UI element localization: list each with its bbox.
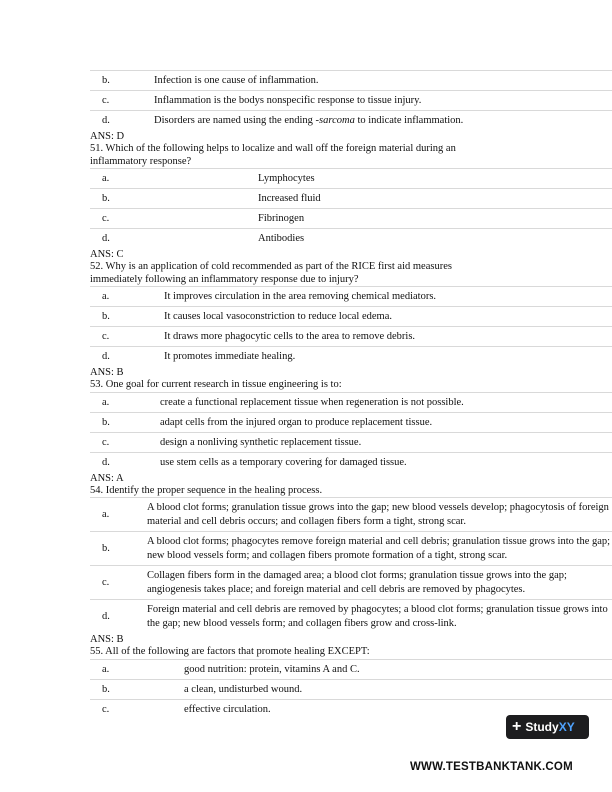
q51-options <box>90 168 612 248</box>
option-a: a. create a functional replacement tissue when regeneration is not possible. <box>90 392 612 412</box>
option-b: b. A blood clot forms; phagocytes remove foreign material and cell debris; granulation tissue grows into the gap; new blood vessels form; and collagen fibers promote formation of a tight, strong scar. <box>90 531 612 565</box>
q53-options <box>90 392 612 472</box>
option-a: a. It improves circulation in the area removing chemical mediators. <box>90 286 612 306</box>
option-d: d. use stem cells as a temporary covering for damaged tissue. <box>90 452 612 472</box>
answer-50: ANS: D <box>90 131 125 142</box>
option-a: a. A blood clot forms; granulation tissue grows into the gap; new blood vessels develop; phagocytosis of foreign material and cell debris occurs; and collagen fibers form a tight, strong scar. <box>90 497 612 531</box>
option-c: c. design a nonliving synthetic replacement tissue. <box>90 432 612 452</box>
question-54: 54. Identify the proper sequence in the healing process. <box>90 484 323 496</box>
question-53: 53. One goal for current research in tissue engineering is to: <box>90 379 342 390</box>
option-text: Disorders are named using the ending -sarcoma to indicate inflammation. <box>154 115 464 126</box>
q55-options <box>90 659 612 719</box>
q50-options <box>90 70 612 130</box>
question-55: 55. All of the following are factors that promote healing EXCEPT: <box>90 646 370 657</box>
option-d: d. Foreign material and cell debris are removed by phagocytes; a blood clot forms; granulation tissue grows into the gap; new blood vessels form; and collagen fibers grow and cross-link. <box>90 599 612 633</box>
document-body <box>90 70 612 719</box>
question-51: 51. Which of the following helps to localize and wall off the foreign material during an inflammatory response? <box>90 143 456 167</box>
answer-54: ANS: B <box>90 634 124 645</box>
plus-icon: + <box>512 718 522 735</box>
option-b: b. It causes local vasoconstriction to reduce local edema. <box>90 306 612 326</box>
badge-label: StudyXY <box>525 720 575 734</box>
answer-52: ANS: B <box>90 367 124 378</box>
option-c: c. Collagen fibers form in the damaged area; a blood clot forms; granulation tissue grows into the gap; angiogenesis takes place; and foreign material and cell debris are removed by phagocytes. <box>90 565 612 599</box>
option-d: d. Disorders are named using the ending -sarcoma to indicate inflammation. <box>90 110 612 130</box>
answer-53: ANS: A <box>90 472 124 484</box>
q52-options <box>90 286 612 366</box>
option-c: c. effective circulation. <box>90 699 612 719</box>
option-b: b. adapt cells from the injured organ to produce replacement tissue. <box>90 412 612 432</box>
q54-options <box>90 497 612 633</box>
question-52: 52. Why is an application of cold recommended as part of the RICE first aid measures immediately following an inflammatory response due to injury? <box>90 261 452 285</box>
option-d: d. Antibodies <box>90 228 612 248</box>
option-c: c. Inflammation is the bodys nonspecific response to tissue injury. <box>90 90 612 110</box>
option-d: d. It promotes immediate healing. <box>90 346 612 366</box>
answer-51: ANS: C <box>90 249 124 260</box>
option-b: b. Increased fluid <box>90 188 612 208</box>
option-a: a. Lymphocytes <box>90 168 612 188</box>
option-c: c. It draws more phagocytic cells to the area to remove debris. <box>90 326 612 346</box>
option-c: c. Fibrinogen <box>90 208 612 228</box>
option-a: a. good nutrition: protein, vitamins A and C. <box>90 659 612 679</box>
studyxy-badge[interactable] <box>506 715 589 739</box>
footer-url: WWW.TESTBANKTANK.COM <box>410 761 573 773</box>
option-b: b. Infection is one cause of inflammation. <box>90 70 612 90</box>
option-b: b. a clean, undisturbed wound. <box>90 679 612 699</box>
